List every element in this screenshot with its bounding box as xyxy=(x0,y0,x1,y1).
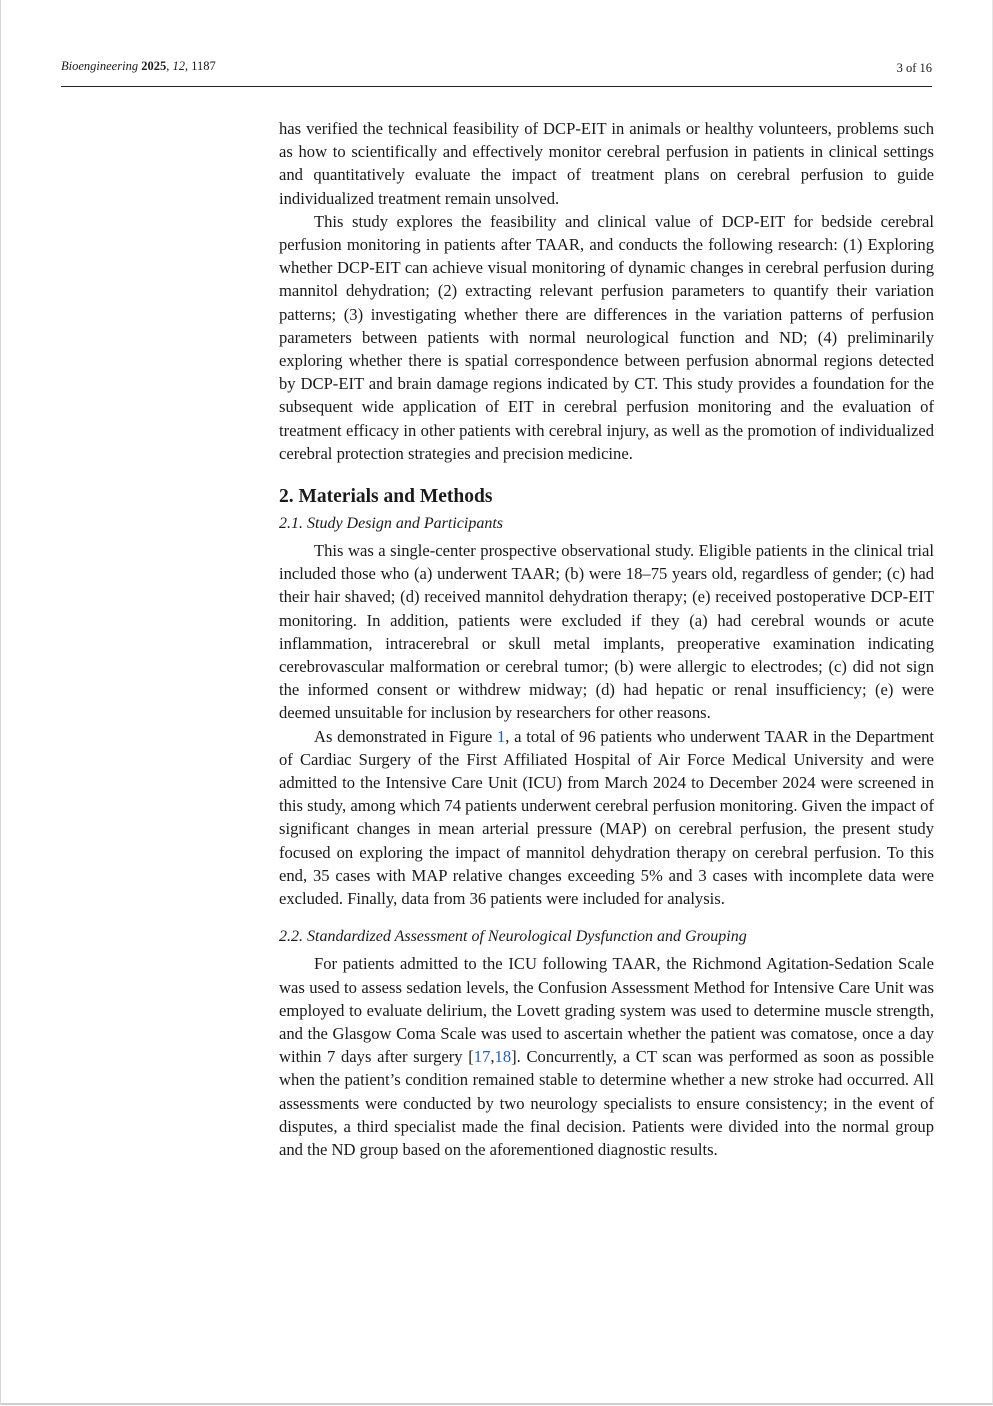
journal-citation: Bioengineering 2025, 12, 1187 xyxy=(61,59,216,73)
section-heading-materials-methods: 2. Materials and Methods xyxy=(279,486,493,508)
paragraph-neurological-assessment xyxy=(279,952,934,1161)
running-header xyxy=(61,56,932,87)
intro-paragraph-continued: has verified the technical feasibility of DCP-EIT in animals or healthy volunteers, problems such as how to scientifically and effectively monitor cerebral perfusion in patients in clinical settings and quantitatively evaluate the impact of treatment plans on cerebral perfusion to guide individualized treatment remain unsolved. xyxy=(279,119,934,208)
subsection-heading-assessment-grouping: 2.2. Standardized Assessment of Neurological Dysfunction and Grouping xyxy=(279,928,747,946)
citation-separator: , xyxy=(490,1047,495,1067)
page-number: 3 of 16 xyxy=(896,61,932,75)
journal-volume: 12 xyxy=(172,59,185,73)
text-segment: , a total of 96 patients who underwent TAAR in the Department of Cardiac Surgery of the First Affiliated Hospital of Air Force Medical University and were admitted to the Intensive Care Unit (ICU) from March 2024 to December 2024 were screened in this study, among which 74 patients underwent cerebral perfusion monitoring. Given the impact of significant changes in mean arterial pressure (MAP) on cerebral perfusion, the present study focused on exploring the impact of mannitol dehydration therapy on cerebral perfusion. To this end, 35 cases with MAP relative changes exceeding 5% and 3 cases with incomplete data were excluded. Finally, data from 36 patients were included for analysis. xyxy=(279,726,934,909)
text-segment: As demonstrated in Figure xyxy=(314,726,497,746)
intro-paragraph-study-aims: This study explores the feasibility and clinical value of DCP-EIT for bedside cerebral perfusion monitoring in patients after TAAR, and conducts the following research: (1) Exploring whether DCP-EIT can achieve visual monitoring of dynamic changes in cerebral perfusion during mannitol dehydration; (2) extracting relevant perfusion parameters to quantify their variation patterns; (3) investigating whether there are differences in the variation patterns of perfusion parameters between patients with normal neurological function and ND; (4) preliminarily exploring whether there is spatial correspondence between perfusion abnormal regions detected by DCP-EIT and brain damage regions indicated by CT. This study provides a foundation for the subsequent wide application of EIT in cerebral perfusion monitoring and the evaluation of treatment efficacy in other patients with cerebral injury, as well as the promotion of individualized cerebral protection strategies and precision medicine. xyxy=(279,211,934,463)
subsection-heading-study-design: 2.1. Study Design and Participants xyxy=(279,515,503,533)
text-segment: ]. Concurrently, a CT scan was performed as soon as possible when the patient’s condition remained stable to determine whether a new stroke had occurred. All assessments were conducted by two neurology specialists to ensure consistency; in the event of disputes, a third specialist made the final decision. Patients were divided into the normal group and the ND group based on the aforementioned diagnostic results. xyxy=(279,1047,935,1159)
journal-name: Bioengineering xyxy=(61,59,139,73)
figure-1-link[interactable]: 1 xyxy=(496,726,506,746)
citation-link-18[interactable]: 18 xyxy=(494,1047,512,1067)
paragraph-eligibility-criteria: This was a single-center prospective observational study. Eligible patients in the clinical trial included those who (a) underwent TAAR; (b) were 18–75 years old, regardless of gender; (c) had their hair shaved; (d) received mannitol dehydration therapy; (e) received postoperative DCP-EIT monitoring. In addition, patients were excluded if they (a) had cerebral wounds or acute inflammation, intracerebral or skull metal implants, preoperative examination indicating cerebrovascular malformation or cerebral tumor; (b) were allergic to electrodes; (c) did not sign the informed consent or withdrew midway; (d) had hepatic or renal insufficiency; (e) were deemed unsuitable for inclusion by researchers for other reasons. xyxy=(279,541,934,723)
article-number: 1187 xyxy=(191,59,216,73)
citation-link-17[interactable]: 17 xyxy=(473,1047,491,1067)
text-segment: For patients admitted to the ICU following TAAR, the Richmond Agitation-Sedation Scale was used to assess sedation levels, the Confusion Assessment Method for Intensive Care Unit was employed to evaluate delirium, the Lovett grading system was used to determine muscle strength, and the Glasgow Coma Scale was used to ascertain whether the patient was comatose, once a day within 7 days after surgery [ xyxy=(279,954,934,1067)
main-text-column xyxy=(279,117,934,1161)
paragraph-patient-screening xyxy=(279,725,934,911)
journal-year: 2025 xyxy=(141,59,167,73)
